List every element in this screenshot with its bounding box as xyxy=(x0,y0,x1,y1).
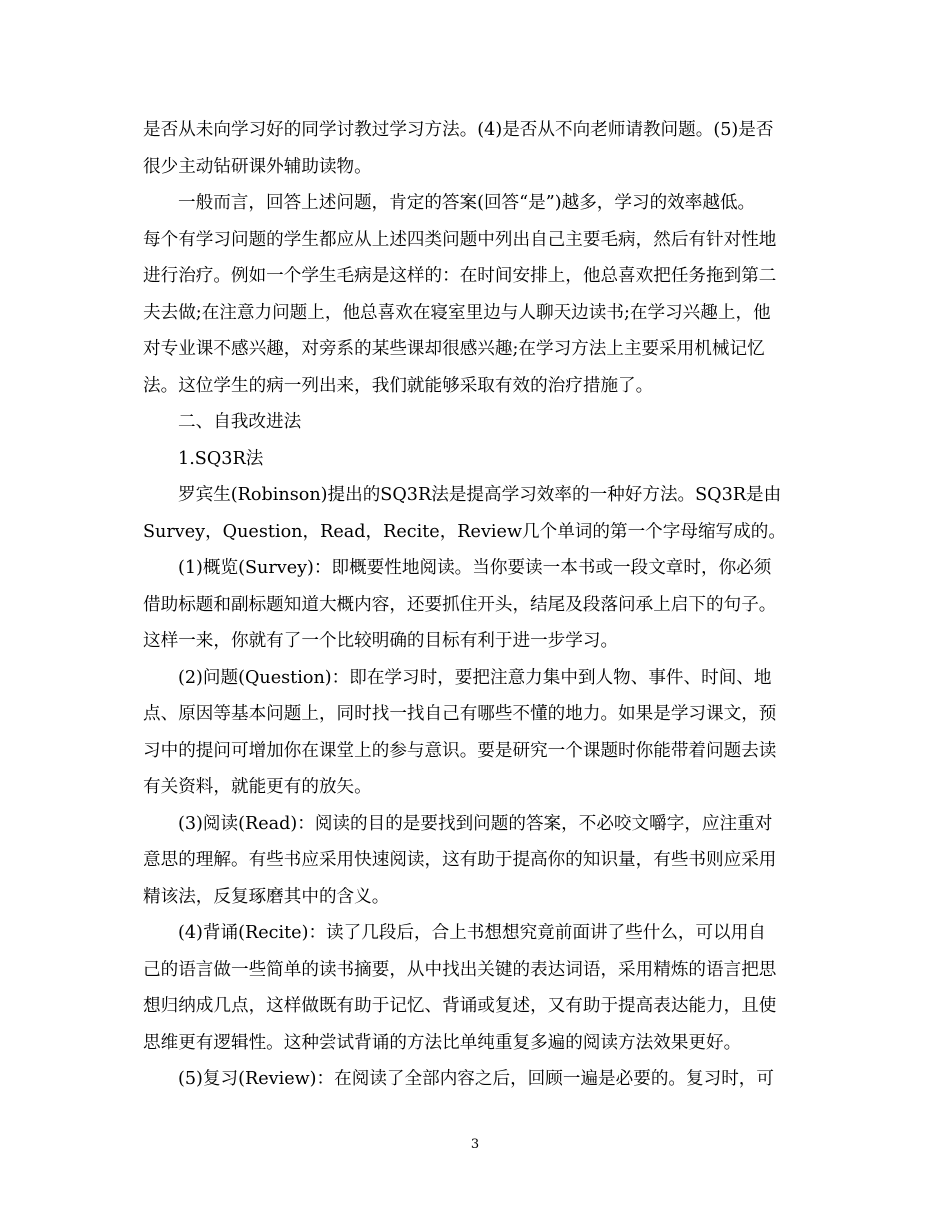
text-line: 1.SQ3R法 xyxy=(178,448,264,469)
text-line: 很少主动钻研课外辅助读物。 xyxy=(143,156,372,177)
text-line: Survey，Question，Read，Recite，Review几个单词的第一个字母缩写成的。 xyxy=(143,521,786,542)
text-line: 精该法，反复琢磨其中的含义。 xyxy=(143,886,390,907)
text-line: (2)问题(Question)：即在学习时，要把注意力集中到人物、事件、时间、地 xyxy=(178,667,772,688)
text-line: (1)概览(Survey)：即概要性地阅读。当你要读一本书或一段文章时，你必须 xyxy=(178,558,772,578)
text-line: 二、自我改进法 xyxy=(178,412,302,432)
text-line: 思维更有逻辑性。这种尝试背诵的方法比单纯重复多遍的阅读方法效果更好。 xyxy=(143,1032,742,1053)
text-line: 习中的提问可增加你在课堂上的参与意识。要是研究一个课题时你能带着问题去读 xyxy=(143,740,777,761)
text-line: 夫去做;在注意力问题上，他总喜欢在寝室里边与人聊天边读书;在学习兴趣上，他 xyxy=(143,302,771,323)
text-line: 是否从未向学习好的同学讨教过学习方法。(4)是否从不向老师请教问题。(5)是否 xyxy=(143,120,774,140)
text-line: 法。这位学生的病一列出来，我们就能够采取有效的治疗措施了。 xyxy=(143,375,654,396)
text-line: 对专业课不感兴趣，对旁系的某些课却很感兴趣;在学习方法上主要采用机械记忆 xyxy=(143,339,765,359)
text-line: 意思的理解。有些书应采用快速阅读，这有助于提高你的知识量，有些书则应采用 xyxy=(143,850,777,870)
text-line: 己的语言做一些简单的读书摘要，从中找出关键的表达词语，采用精炼的语言把思 xyxy=(143,959,777,980)
text-line: 借助标题和副标题知道大概内容，还要抓住开头，结尾及段落问承上启下的句子。 xyxy=(143,594,777,615)
text-line: 每个有学习问题的学生都应从上述四类问题中列出自己主要毛病，然后有针对性地 xyxy=(143,229,777,250)
text-line: 有关资料，就能更有的放矢。 xyxy=(143,777,372,797)
text-line: 进行治疗。例如一个学生毛病是这样的：在时间安排上，他总喜欢把任务拖到第二 xyxy=(143,266,777,286)
body-text xyxy=(143,112,809,1098)
text-line: 这样一来，你就有了一个比较明确的目标有利于进一步学习。 xyxy=(143,631,619,651)
text-line: (4)背诵(Recite)：读了几段后，合上书想想究竟前面讲了些什么，可以用自 xyxy=(178,923,766,943)
text-line: (5)复习(Review)：在阅读了全部内容之后，回顾一遍是必要的。复习时，可 xyxy=(178,1069,774,1089)
text-line: 想归纳成几点，这样做既有助于记忆、背诵或复述，又有助于提高表达能力，且使 xyxy=(143,996,777,1016)
text-line: 罗宾生(Robinson)提出的SQ3R法是提高学习效率的一种好方法。SQ3R是由 xyxy=(178,485,782,505)
page-number: 3 xyxy=(470,1137,480,1152)
text-line: 一般而言，回答上述问题，肯定的答案(回答“是”)越多，学习的效率越低。 xyxy=(178,193,756,213)
text-line: 点、原因等基本问题上，同时找一找自己有哪些不懂的地力。如果是学习课文，预 xyxy=(143,704,777,724)
text-line: (3)阅读(Read)：阅读的目的是要找到问题的答案，不必咬文嚼字，应注重对 xyxy=(178,813,773,834)
